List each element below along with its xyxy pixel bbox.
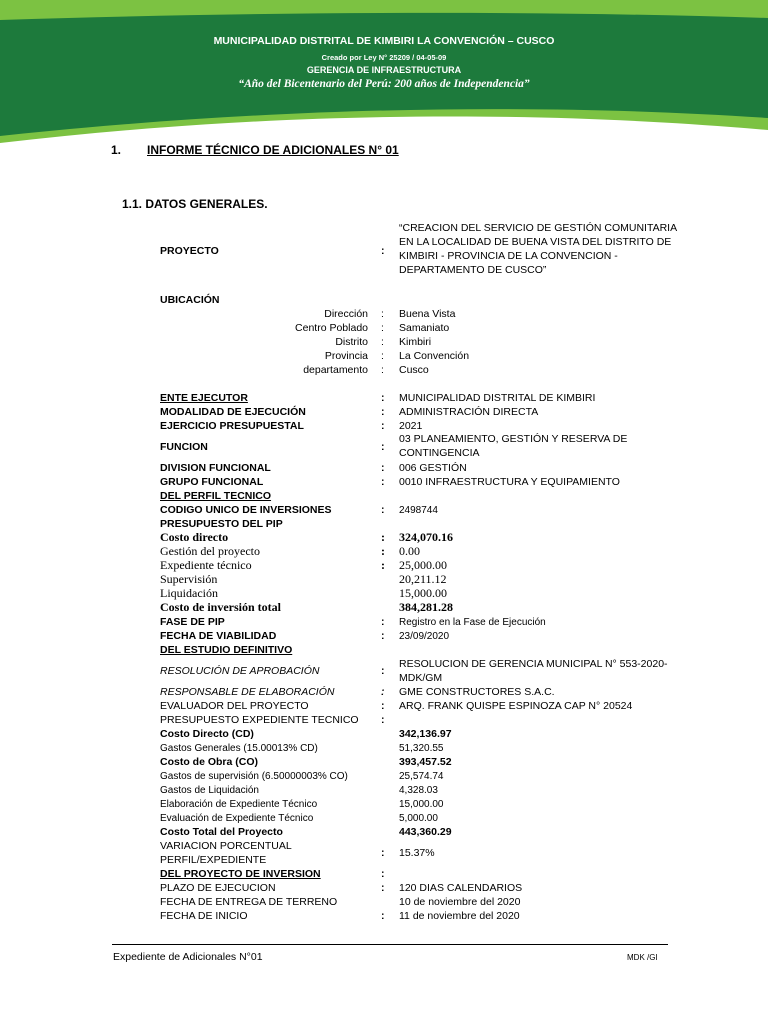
expediente-colon: : bbox=[381, 558, 385, 572]
perfil-heading: DEL PERFIL TECNICO bbox=[160, 490, 272, 502]
header-department: GERENCIA DE INFRAESTRUCTURA bbox=[306, 65, 462, 75]
liquidacion-value: 15,000.00 bbox=[399, 586, 447, 600]
inversion-heading: DEL PROYECTO DE INVERSION bbox=[160, 868, 321, 880]
footer-divider bbox=[112, 944, 668, 945]
funcion-colon: : bbox=[381, 441, 385, 453]
plazo-value: 120 DIAS CALENDARIOS bbox=[399, 882, 523, 894]
inicio-colon: : bbox=[381, 910, 385, 922]
ubicacion-row-value: Buena Vista bbox=[399, 308, 456, 320]
entrega-label: FECHA DE ENTREGA DE TERRENO bbox=[160, 896, 338, 908]
ubicacion-row-colon: : bbox=[381, 350, 384, 362]
liquidacion-label: Liquidación bbox=[160, 586, 218, 600]
costo-obra-value: 393,457.52 bbox=[399, 756, 452, 768]
entrega-value: 10 de noviembre del 2020 bbox=[399, 896, 521, 908]
variacion-label-line-1: VARIACION PORCENTUAL bbox=[160, 840, 292, 852]
proyecto-label: PROYECTO bbox=[160, 245, 219, 257]
ubicacion-row-label: Dirección bbox=[324, 308, 368, 320]
gastos-liquidacion-label: Gastos de Liquidación bbox=[160, 785, 259, 796]
fecha-viabilidad-colon: : bbox=[381, 630, 385, 642]
section-title: INFORME TÉCNICO DE ADICIONALES N° 01 bbox=[147, 143, 399, 157]
responsable-label: RESPONSABLE DE ELABORACIÓN bbox=[160, 686, 335, 698]
variacion-label-line-2: PERFIL/EXPEDIENTE bbox=[160, 854, 267, 866]
costo-inversion-label: Costo de inversión total bbox=[160, 600, 281, 614]
gastos-generales-value: 51,320.55 bbox=[399, 743, 444, 754]
codigo-colon: : bbox=[381, 504, 385, 516]
plazo-colon: : bbox=[381, 882, 385, 894]
resolucion-value-line-1: RESOLUCION DE GERENCIA MUNICIPAL N° 553-2020- bbox=[399, 658, 668, 670]
funcion-value-line-2: CONTINGENCIA bbox=[399, 447, 480, 459]
gastos-supervision-label: Gastos de supervisión (6.50000003% CO) bbox=[160, 771, 348, 782]
funcion-label: FUNCION bbox=[160, 441, 208, 453]
plazo-label: PLAZO DE EJECUCION bbox=[160, 882, 276, 894]
costo-total-value: 443,360.29 bbox=[399, 826, 452, 838]
ubicacion-row-label: Distrito bbox=[335, 336, 368, 348]
responsable-value: GME CONSTRUCTORES S.A.C. bbox=[399, 686, 555, 698]
costo-directo-cd-label: Costo Directo (CD) bbox=[160, 728, 254, 740]
elaboracion-value: 15,000.00 bbox=[399, 799, 444, 810]
costo-directo-colon: : bbox=[381, 530, 385, 544]
resolucion-value-line-2: MDK/GM bbox=[399, 672, 443, 684]
evaluador-label: EVALUADOR DEL PROYECTO bbox=[160, 700, 309, 712]
expediente-value: 25,000.00 bbox=[399, 558, 447, 572]
expediente-label: Expediente técnico bbox=[160, 558, 252, 572]
header-motto: “Año del Bicentenario del Perú: 200 años de Independencia” bbox=[238, 78, 530, 90]
proyecto-colon: : bbox=[381, 245, 385, 257]
header-creation-law: Creado por Ley N° 25209 / 04-05-09 bbox=[321, 53, 447, 62]
gastos-supervision-value: 25,574.74 bbox=[399, 771, 444, 782]
fecha-viabilidad-value: 23/09/2020 bbox=[399, 631, 450, 642]
gestion-colon: : bbox=[381, 544, 385, 558]
ubicacion-row-colon: : bbox=[381, 322, 384, 334]
ubicacion-row-value: Samaniato bbox=[399, 322, 450, 334]
footer-document-name: Expediente de Adicionales N°01 bbox=[113, 951, 263, 963]
variacion-colon: : bbox=[381, 847, 385, 859]
gestion-value: 0.00 bbox=[399, 544, 420, 558]
responsable-colon: : bbox=[381, 686, 385, 698]
subsection-title: 1.1. DATOS GENERALES. bbox=[122, 197, 268, 211]
inicio-value: 11 de noviembre del 2020 bbox=[399, 910, 520, 922]
proyecto-value-line-2: EN LA LOCALIDAD DE BUENA VISTA DEL DISTRITO DE bbox=[399, 236, 672, 248]
section-number: 1. bbox=[111, 143, 122, 157]
inicio-label: FECHA DE INICIO bbox=[160, 910, 248, 922]
ente-ejecutor-value: MUNICIPALIDAD DISTRITAL DE KIMBIRI bbox=[399, 392, 596, 404]
division-colon: : bbox=[381, 462, 385, 474]
ubicacion-label: UBICACIÓN bbox=[160, 294, 220, 306]
costo-inversion-value: 384,281.28 bbox=[399, 600, 453, 614]
ejercicio-colon: : bbox=[381, 420, 385, 432]
proyecto-value-line-3: KIMBIRI - PROVINCIA DE LA CONVENCION - bbox=[399, 250, 618, 262]
costo-directo-value: 324,070.16 bbox=[399, 530, 453, 544]
gestion-label: Gestión del proyecto bbox=[160, 544, 260, 558]
modalidad-label: MODALIDAD DE EJECUCIÓN bbox=[160, 406, 306, 418]
ubicacion-row-colon: : bbox=[381, 364, 384, 376]
ubicacion-row-value: La Convención bbox=[399, 350, 470, 362]
resolucion-colon: : bbox=[381, 665, 385, 677]
grupo-colon: : bbox=[381, 476, 385, 488]
header-banner bbox=[0, 0, 768, 150]
elaboracion-label: Elaboración de Expediente Técnico bbox=[160, 799, 318, 810]
gastos-generales-label: Gastos Generales (15.00013% CD) bbox=[160, 743, 318, 754]
grupo-label: GRUPO FUNCIONAL bbox=[160, 476, 264, 488]
ubicacion-row-colon: : bbox=[381, 308, 384, 320]
ejercicio-value: 2021 bbox=[399, 420, 423, 432]
presupuesto-pip-label: PRESUPUESTO DEL PIP bbox=[160, 518, 283, 530]
supervision-value: 20,211.12 bbox=[399, 572, 447, 586]
costo-obra-label: Costo de Obra (CO) bbox=[160, 756, 259, 768]
ubicacion-row-label: Centro Poblado bbox=[295, 322, 368, 334]
ente-ejecutor-label: ENTE EJECUTOR bbox=[160, 392, 248, 404]
evaluacion-value: 5,000.00 bbox=[399, 813, 438, 824]
proyecto-value-line-4: DEPARTAMENTO DE CUSCO” bbox=[399, 264, 547, 276]
costo-directo-label: Costo directo bbox=[160, 530, 229, 544]
ubicacion-row-label: departamento bbox=[303, 364, 368, 376]
ubicacion-row-value: Kimbiri bbox=[399, 336, 432, 348]
ubicacion-row-value: Cusco bbox=[399, 364, 429, 376]
fase-value: Registro en la Fase de Ejecución bbox=[399, 617, 546, 628]
ejercicio-label: EJERCICIO PRESUPUESTAL bbox=[160, 420, 304, 432]
variacion-value: 15.37% bbox=[399, 847, 435, 859]
fase-colon: : bbox=[381, 616, 385, 628]
evaluacion-label: Evaluación de Expediente Técnico bbox=[160, 813, 314, 824]
division-label: DIVISION FUNCIONAL bbox=[160, 462, 271, 474]
modalidad-colon: : bbox=[381, 406, 385, 418]
section-heading bbox=[111, 143, 399, 157]
costo-directo-cd-value: 342,136.97 bbox=[399, 728, 452, 740]
presupuesto-exp-colon: : bbox=[381, 714, 385, 726]
inversion-heading-colon: : bbox=[381, 868, 385, 880]
header-municipality-name: MUNICIPALIDAD DISTRITAL DE KIMBIRI LA CONVENCIÓN – CUSCO bbox=[213, 35, 555, 47]
fecha-viabilidad-label: FECHA DE VIABILIDAD bbox=[160, 630, 277, 642]
evaluador-colon: : bbox=[381, 700, 385, 712]
footer-office-code: MDK /GI bbox=[627, 953, 658, 962]
evaluador-value: ARQ. FRANK QUISPE ESPINOZA CAP N° 20524 bbox=[399, 700, 633, 712]
funcion-value-line-1: 03 PLANEAMIENTO, GESTIÓN Y RESERVA DE bbox=[399, 433, 628, 445]
modalidad-value: ADMINISTRACIÓN DIRECTA bbox=[399, 406, 539, 418]
gastos-liquidacion-value: 4,328.03 bbox=[399, 785, 438, 796]
ubicacion-row-colon: : bbox=[381, 336, 384, 348]
supervision-label: Supervisión bbox=[160, 572, 218, 586]
resolucion-label: RESOLUCIÓN DE APROBACIÓN bbox=[160, 665, 320, 677]
estudio-heading: DEL ESTUDIO DEFINITIVO bbox=[160, 644, 293, 656]
fase-label: FASE DE PIP bbox=[160, 616, 225, 628]
codigo-label: CODIGO UNICO DE INVERSIONES bbox=[160, 504, 332, 516]
division-value: 006 GESTIÓN bbox=[399, 462, 467, 474]
codigo-value: 2498744 bbox=[399, 505, 438, 516]
grupo-value: 0010 INFRAESTRUCTURA Y EQUIPAMIENTO bbox=[399, 476, 620, 488]
presupuesto-exp-label: PRESUPUESTO EXPEDIENTE TECNICO bbox=[160, 714, 359, 726]
proyecto-value-line-1: “CREACION DEL SERVICIO DE GESTIÓN COMUNITARIA bbox=[399, 222, 678, 234]
ubicacion-row-label: Provincia bbox=[324, 350, 368, 362]
costo-total-label: Costo Total del Proyecto bbox=[160, 826, 283, 838]
ente-ejecutor-colon: : bbox=[381, 392, 385, 404]
